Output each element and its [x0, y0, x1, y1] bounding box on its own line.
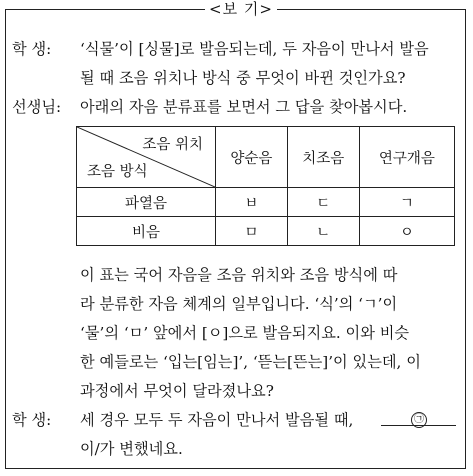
table-cell: ㄱ — [359, 188, 454, 217]
column-header: 치조음 — [287, 127, 359, 188]
table-cell: ㅂ — [216, 188, 288, 217]
header-manner: 조음 방식 — [87, 164, 148, 180]
student-label-1: 학 생: — [12, 40, 52, 58]
table-cell: ㄷ — [287, 188, 359, 217]
student-line-4: 이/가 변했네요. — [80, 440, 183, 458]
teacher-line-6: 과정에서 무엇이 달라졌나요? — [80, 382, 274, 400]
box-title: <보 기> — [205, 0, 277, 18]
column-header: 연구개음 — [359, 127, 454, 188]
header-position: 조음 위치 — [142, 137, 203, 153]
table-cell: ㅁ — [216, 217, 288, 246]
row-label: 파열음 — [77, 188, 216, 217]
teacher-line-3: 라 분류한 자음 체계의 일부입니다. ‘식’의 ‘ㄱ’이 — [80, 295, 398, 313]
table-row — [77, 217, 455, 246]
teacher-line-4: ‘물’의 ‘ㅁ’ 앞에서 [ㅇ]으로 발음되지요. 이와 비슷 — [80, 324, 410, 342]
table-cell: ㄴ — [287, 217, 359, 246]
student-line-2: 될 때 조음 위치나 방식 중 무엇이 바뀐 것인가요? — [80, 69, 406, 87]
student-line-1: ‘식물’이 [싱물]로 발음되는데, 두 자음이 만나서 발음 — [80, 40, 429, 58]
table-corner-cell — [77, 127, 216, 188]
teacher-line-5: 한 예들로는 ‘입는[임는]’, ‘뜯는[뜬는]’이 있는데, 이 — [80, 353, 421, 371]
table-cell: ㅇ — [359, 217, 454, 246]
teacher-label: 선생님: — [12, 98, 62, 116]
teacher-line-1: 아래의 자음 분류표를 보면서 그 답을 찾아봅시다. — [80, 98, 408, 116]
teacher-line-2: 이 표는 국어 자음을 조음 위치와 조음 방식에 따 — [80, 266, 398, 284]
table-row — [77, 188, 455, 217]
student-label-2: 학 생: — [12, 411, 52, 429]
blank-marker: ㉠ — [411, 412, 427, 428]
row-label: 비음 — [77, 217, 216, 246]
student-line-3: 세 경우 모두 두 자음이 만나서 발음될 때, — [80, 411, 354, 429]
column-header: 양순음 — [216, 127, 288, 188]
consonant-table — [76, 126, 455, 246]
